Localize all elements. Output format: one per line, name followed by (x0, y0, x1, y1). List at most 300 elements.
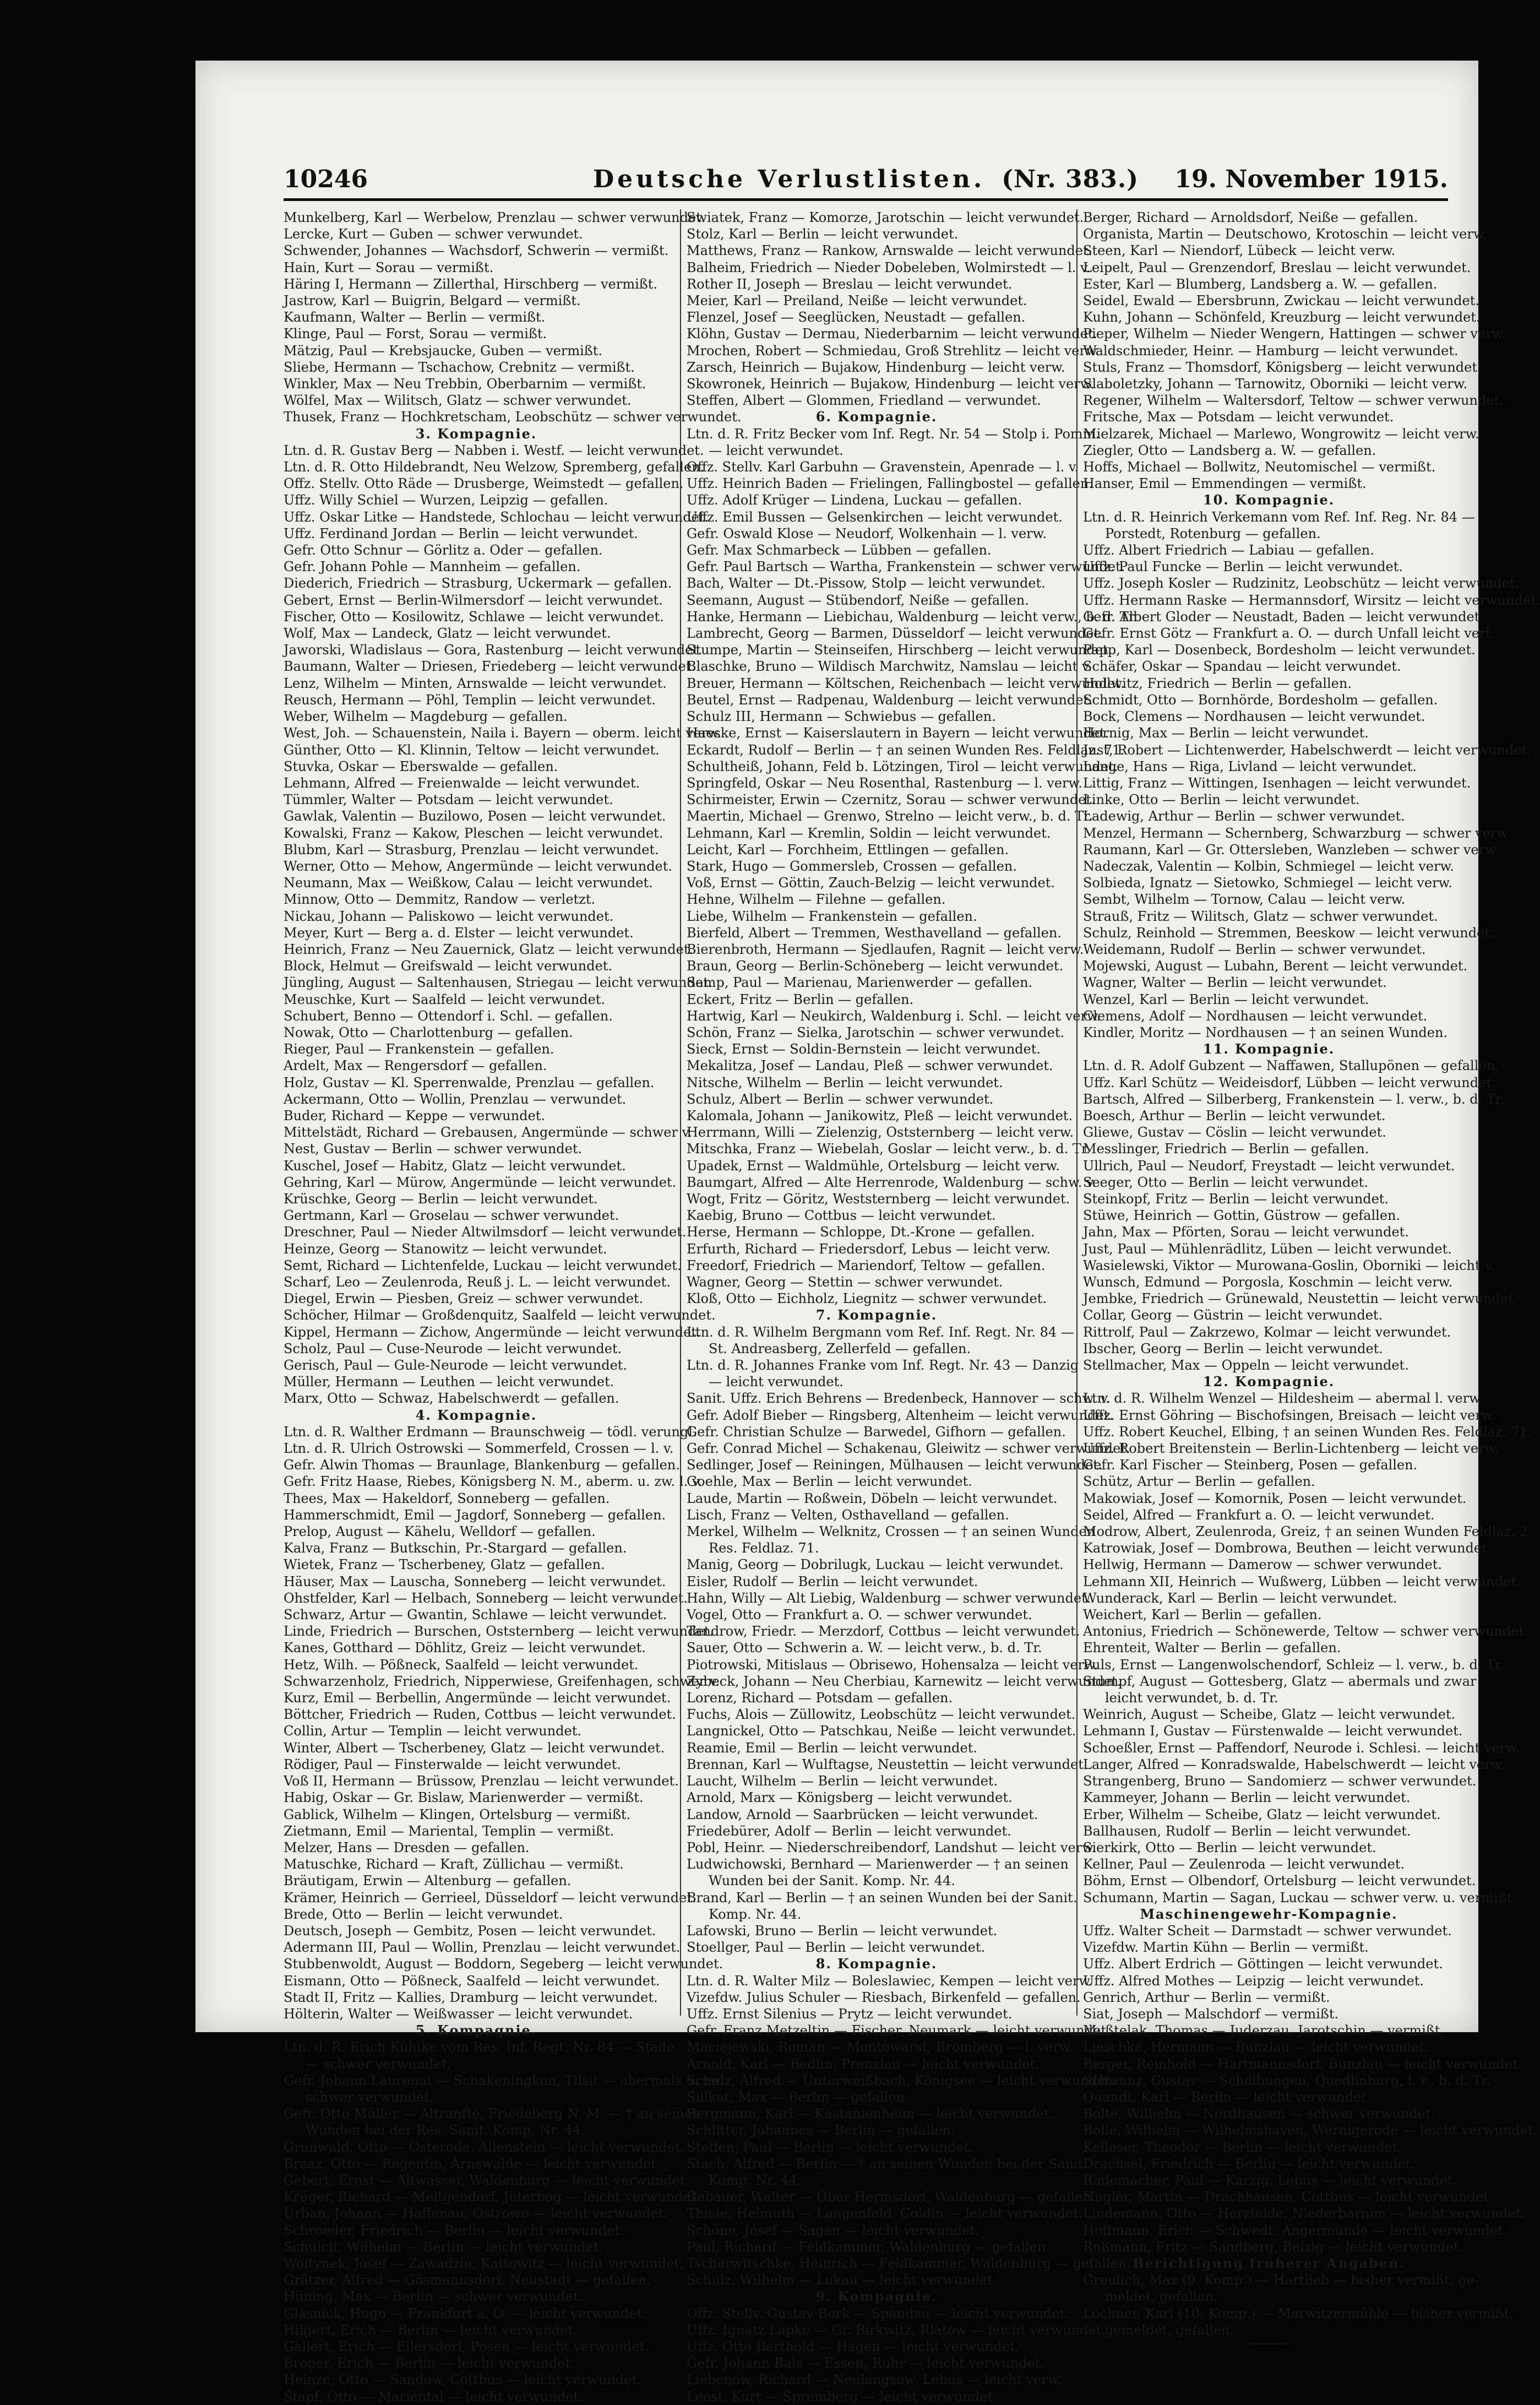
casualty-entry: Goehle, Max — Berlin — leicht verwundet. (687, 1474, 972, 1490)
casualty-entry: Schulz, Wilhelm — Lukau — leicht verwundet. (687, 2272, 997, 2288)
casualty-entry: Uffz. Hermann Raske — Hermannsdorf, Wirsitz — leicht verwundet. (1083, 592, 1540, 608)
casualty-entry: Samp, Paul — Marienau, Marienwerder — gefallen. (687, 975, 1033, 991)
casualty-entry: Sillkat, Max — Berlin — gefallen. (687, 2089, 909, 2105)
casualty-entry: Langnickel, Otto — Patschkau, Neiße — leicht verwundet. (687, 1723, 1076, 1739)
casualty-entry: Rödiger, Paul — Finsterwalde — leicht verwundet. (284, 1756, 622, 1772)
casualty-entry: Holz, Gustav — Kl. Sperrenwalde, Prenzlau — gefallen. (284, 1074, 655, 1090)
casualty-entry: Gehring, Karl — Mürow, Angermünde — leicht verwundet. (284, 1174, 677, 1190)
casualty-entry: Hanser, Emil — Emmendingen — vermißt. (1083, 476, 1367, 492)
casualty-entry: Fischer, Otto — Kosilowitz, Schlawe — leicht verwundet. (284, 609, 664, 625)
casualty-entry: Blaschke, Bruno — Wildisch Marchwitz, Namslau — leicht v. (687, 659, 1092, 675)
casualty-entry: Ltn. d. R. Wilhelm Wenzel — Hildesheim — abermal l. verw. (1083, 1391, 1483, 1407)
casualty-entry: Schütz, Artur — Berlin — gefallen. (1083, 1474, 1315, 1490)
casualty-entry: — leicht verwundet. (709, 442, 844, 458)
casualty-entry: Ltn. d. R. Gustav Berg — Nabben i. Westf. — leicht verwundet. (284, 442, 704, 458)
casualty-entry: Arnold, Marx — Königsberg — leicht verwundet. (687, 1790, 1013, 1806)
casualty-entry: Glasnick, Hugo — Frankfurt a. O. — leicht verwundet. (284, 2305, 646, 2321)
casualty-entry: Ladewig, Arthur — Berlin — schwer verwundet. (1083, 808, 1405, 824)
casualty-entry: Kurz, Emil — Berbellin, Angermünde — leicht verwundet. (284, 1690, 671, 1706)
casualty-entry: Springfeld, Oskar — Neu Rosenthal, Rastenburg — l. verw. (687, 775, 1082, 791)
casualty-entry: Flenzel, Josef — Seeglücken, Neustadt — gefallen. (687, 310, 1026, 325)
casualty-entry: Ardelt, Max — Rengersdorf — gefallen. (284, 1058, 547, 1074)
end-rule (1248, 2343, 1287, 2344)
casualty-entry: Fuchs, Alois — Züllowitz, Leobschütz — leicht verwundet. (687, 1707, 1076, 1723)
casualty-entry: Offz. Stellv. Otto Räde — Drusberge, Weimstedt — gefallen. (284, 476, 684, 492)
casualty-entry: Kuhn, Johann — Schönfeld, Kreuzburg — leicht verwundet. (1083, 310, 1481, 325)
casualty-entry: Stubbenwoldt, August — Boddorn, Segeberg — leicht verwundet. (284, 1956, 723, 1972)
casualty-entry: Stuls, Franz — Thomsdorf, Königsberg — leicht verwundet. (1083, 359, 1482, 375)
casualty-entry: Just, Paul — Mühlenrädlitz, Lüben — leicht verwundet. (1083, 1241, 1452, 1257)
casualty-entry: Eisler, Rudolf — Berlin — leicht verwundet. (687, 1573, 978, 1589)
section-heading: 10. Kompagnie. (1202, 492, 1335, 508)
casualty-entry: Uffz. Albert Erdrich — Göttingen — leicht verwundet. (1083, 1956, 1443, 1972)
casualty-entry: Haeske, Ernst — Kaiserslautern in Bayern — leicht verwundet. (687, 725, 1109, 741)
casualty-entry: Ballhausen, Rudolf — Berlin — leicht verwundet. (1083, 1823, 1411, 1839)
casualty-entry: Ltn. d. R. Johannes Franke vom Inf. Regt. Nr. 43 — Danzig (687, 1358, 1079, 1373)
casualty-entry: Ibscher, Georg — Berlin — leicht verwundet. (1083, 1340, 1383, 1356)
casualty-entry: Heinrich, Franz — Neu Zauernick, Glatz — leicht verwundet. (284, 941, 694, 957)
casualty-entry: Gebauer, Walter — Ober Hermsdorf, Waldenburg — gefallen. (687, 2189, 1096, 2205)
casualty-entry: Hugler, Martin — Drachhausen, Cottbus — leicht verwundet. (1083, 2189, 1493, 2205)
section-heading: 7. Kompagnie. (815, 1307, 938, 1323)
casualty-entry: Lehmann XII, Heinrich — Wußwerg, Lübben — leicht verwundet. (1083, 1573, 1521, 1589)
casualty-entry: Brede, Otto — Berlin — leicht verwundet. (284, 1906, 563, 1922)
casualty-entry: Strangenberg, Bruno — Sandomierz — schwer verwundet. (1083, 1773, 1477, 1789)
casualty-entry: Piotrowski, Mitislaus — Obrisewo, Hohensalza — leicht verw. (687, 1657, 1098, 1673)
casualty-entry: Bergmann, Karl — Kastanienheim — leicht verwundet. (687, 2106, 1054, 2122)
casualty-entry: Uffz. Ferdinand Jordan — Berlin — leicht verwundet. (284, 525, 639, 541)
casualty-entry: Schöne, Josef — Sagan — leicht verwundet. (687, 2222, 979, 2238)
casualty-entry: Stoellger, Paul — Berlin — leicht verwundet. (687, 1940, 986, 1956)
casualty-entry: Langer, Alfred — Konradswalde, Habelschwerdt — leicht verw. (1083, 1756, 1505, 1772)
casualty-entry: Laude, Martin — Roßwein, Döbeln — leicht verwundet. (687, 1490, 1058, 1506)
casualty-entry: Gefr. Ernst Götz — Frankfurt a. O. — durch Unfall leicht verl. (1083, 626, 1494, 642)
casualty-entry: — leicht verwundet. (709, 1374, 844, 1390)
casualty-entry: Kelleser, Theodor — Berlin — leicht verwundet. (1083, 2139, 1402, 2155)
casualty-entry: West, Joh. — Schauenstein, Naila i. Bayern — oberm. leicht verw. (284, 725, 722, 741)
casualty-entry: Roßmann, Fritz — Sandberg, Belzig — leicht verwundet. (1083, 2239, 1463, 2255)
casualty-entry: Winkler, Max — Neu Trebbin, Oberbarnim — vermißt. (284, 376, 646, 392)
casualty-entry: Schroeder, Friedrich — Berlin — leicht verwundet. (284, 2222, 624, 2238)
column-3 (1076, 209, 1540, 2338)
casualty-entry: Stüwe, Heinrich — Gottin, Güstrow — gefallen. (1083, 1208, 1401, 1224)
casualty-entry: Wunden bei der Sanit. Komp. Nr. 44. (709, 1873, 955, 1889)
casualty-entry: Herse, Hermann — Schloppe, Dt.-Krone — gefallen. (687, 1224, 1035, 1240)
casualty-entry: Brennan, Karl — Wulftagse, Neustettin — leicht verwundet. (687, 1756, 1088, 1772)
casualty-entry: Baumgart, Alfred — Alte Herrenrode, Waldenburg — schw. v. (687, 1174, 1097, 1190)
casualty-entry: Wölfel, Max — Wilitsch, Glatz — schwer verwundet. (284, 393, 632, 409)
casualty-entry: Collin, Artur — Templin — leicht verwundet. (284, 1723, 581, 1739)
casualty-entry: Zybeck, Johann — Neu Cherbiau, Karnewitz — leicht verwundet. (687, 1673, 1122, 1689)
casualty-entry: — schwer verwundet. (306, 2056, 451, 2072)
casualty-entry: Ltn. d. R. Erich Kühlke vom Res. Inf. Regt. Nr. 84 — Stade (284, 2039, 674, 2055)
casualty-entry: Jüngling, August — Saltenhausen, Striegau — leicht verwundet. (284, 975, 713, 991)
casualty-entry: Wunderack, Karl — Berlin — leicht verwundet. (1083, 1590, 1397, 1606)
casualty-entry: Adermann III, Paul — Wollin, Prenzlau — leicht verwundet. (284, 1940, 681, 1956)
casualty-entry: Gefr. Conrad Michel — Schakenau, Gleiwitz — schwer verwundet. (687, 1441, 1130, 1457)
casualty-entry: Weidemann, Rudolf — Berlin — schwer verwundet. (1083, 941, 1426, 957)
casualty-entry: Uffz. Ignatz Lapke — Gr. Birkwitz, Rlatow — leicht verwundet. (687, 2322, 1106, 2338)
casualty-entry: Nest, Gustav — Berlin — schwer verwundet. (284, 1141, 583, 1157)
casualty-entry: Ludwichowski, Bernhard — Marienwerder — † an seinen (687, 1856, 1069, 1872)
casualty-entry: Stolz, Karl — Berlin — leicht verwundet. (687, 226, 959, 242)
casualty-entry: Matthews, Franz — Rankow, Arnswalde — leicht verwundet. (687, 243, 1093, 259)
casualty-entry: Voß II, Hermann — Brüssow, Prenzlau — leicht verwundet. (284, 1773, 679, 1789)
casualty-entry: Mrochen, Robert — Schmiedau, Groß Strehlitz — leicht verw. (687, 343, 1100, 359)
casualty-entry: Herrmann, Willi — Zielenzig, Oststernberg — leicht verw. (687, 1125, 1074, 1141)
casualty-entry: Neumann, Max — Weißkow, Calau — leicht verwundet. (284, 875, 653, 891)
casualty-entry: Gefr. Johann Bals — Essen, Ruhr — leicht verwundet. (687, 2355, 1044, 2371)
casualty-entry: Schumann, Martin — Sagan, Luckau — schwer verw. u. vermißt. (1083, 1890, 1516, 1905)
casualty-entry: Steen, Karl — Niendorf, Lübeck — leicht verw. (1083, 243, 1396, 259)
casualty-entry: Balheim, Friedrich — Nieder Dobeleben, Wolmirstedt — l. v. (687, 259, 1091, 275)
casualty-entry: Kaufmann, Walter — Berlin — vermißt. (284, 310, 546, 325)
casualty-entry: Gerisch, Paul — Gule-Neurode — leicht verwundet. (284, 1358, 628, 1373)
casualty-entry: Arnold, Karl — Bedlin, Prenzlau — leicht verwundet. (687, 2056, 1040, 2072)
casualty-entry: Schulz III, Hermann — Schwiebus — gefallen. (687, 709, 996, 725)
casualty-entry: Kalva, Franz — Butkschin, Pr.-Stargard — gefallen. (284, 1540, 627, 1556)
casualty-entry: Leicht, Karl — Forchheim, Ettlingen — gefallen. (687, 842, 1009, 857)
casualty-entry: Lieschke, Hermann — Bunzlau — leicht verwundet. (1083, 2039, 1429, 2055)
casualty-entry: Makowiak, Josef — Komornik, Posen — leicht verwundet. (1083, 1490, 1467, 1506)
casualty-entry: Ltn. d. R. Wilhelm Bergmann vom Ref. Inf. Regt. Nr. 84 — (687, 1324, 1074, 1340)
casualty-entry: Mitschka, Franz — Wiebelah, Goslar — leicht verw., b. d. Tr. (687, 1141, 1091, 1157)
casualty-entry: Hellwig, Hermann — Damerow — schwer verwundet. (1083, 1557, 1442, 1573)
casualty-entry: Boesch, Arthur — Berlin — leicht verwundet. (1083, 1108, 1386, 1123)
casualty-entry: Strauß, Fritz — Wilitsch, Glatz — schwer verwundet. (1083, 908, 1438, 924)
casualty-entry: Kaebig, Bruno — Cottbus — leicht verwundet. (687, 1208, 996, 1224)
casualty-entry: Ltn. d. R. Walter Milz — Boleslawiec, Kempen — leicht verw. (687, 1973, 1093, 1989)
casualty-entry: Organista, Martin — Deutschowo, Krotoschin — leicht verw. (1083, 226, 1488, 242)
casualty-entry: Baumann, Walter — Driesen, Friedeberg — leicht verwundet. (284, 659, 696, 675)
casualty-entry: Linke, Otto — Berlin — leicht verwundet. (1083, 792, 1360, 808)
casualty-entry: Gefr. Albert Gloder — Neustadt, Baden — leicht verwundet. (1083, 609, 1484, 625)
section-heading: 4. Kompagnie. (415, 1407, 537, 1423)
casualty-entry: Ltn. d. R. Walther Erdmann — Braunschweig — tödl. verungl. (284, 1424, 697, 1440)
casualty-entry: Hartwig, Karl — Neukirch, Waldenburg i. Schl. — leicht verw. (687, 1008, 1101, 1024)
casualty-entry: Uffz. Willy Schiel — Wurzen, Leipzig — gefallen. (284, 492, 608, 508)
casualty-entry: Stadt II, Fritz — Kallies, Dramburg — leicht verwundet. (284, 1989, 658, 2005)
casualty-entry: Rademacher, Paul — Karzig, Lebus — leicht verwundet. (1083, 2172, 1457, 2188)
casualty-entry: Blubm, Karl — Strasburg, Prenzlau — leicht verwundet. (284, 842, 659, 857)
casualty-entry: Gefr. Johann Laurenat — Schakeningken, Tilsit — abermals u. zw. (284, 2072, 724, 2088)
casualty-entry: Kuschel, Josef — Habitz, Glatz — leicht verwundet. (284, 1158, 626, 1174)
page-number: 10246 (284, 165, 368, 193)
casualty-entry: Heinze, Georg — Stanowitz — leicht verwundet. (284, 1241, 607, 1257)
casualty-entry: Thees, Max — Hakeldorf, Sonneberg — gefallen. (284, 1490, 610, 1506)
issue-number: (Nr. 383.) (1002, 165, 1139, 193)
casualty-entry: Merkel, Wilhelm — Welknitz, Crossen — † an seinen Wunden (687, 1524, 1096, 1540)
casualty-entry: Uffz. Adolf Krüger — Lindena, Luckau — gefallen. (687, 492, 1022, 508)
column-1 (284, 209, 742, 2404)
casualty-entry: Wolf, Max — Landeck, Glatz — leicht verwundet. (284, 626, 611, 642)
casualty-entry: Sedlinger, Josef — Reiningen, Mülhausen — leicht verwundet. (687, 1457, 1103, 1473)
casualty-entry: Lehmann, Karl — Kremlin, Soldin — leicht verwundet. (687, 825, 1051, 841)
casualty-entry: Hilgert, Erich — Berlin — leicht verwundet. (284, 2322, 578, 2338)
casualty-entry: Weinrich, August — Scheibe, Glatz — leicht verwundet. (1083, 1707, 1456, 1723)
casualty-entry: Hammerschmidt, Emil — Jagdorf, Sonneberg — gefallen. (284, 1507, 666, 1523)
casualty-entry: Siat, Joseph — Malschdorf — vermißt. (1083, 2006, 1339, 2022)
casualty-entry: Schirmeister, Erwin — Czernitz, Sorau — schwer verwundet. (687, 792, 1096, 808)
casualty-entry: Marx, Otto — Schwaz, Habelschwerdt — gefallen. (284, 1391, 619, 1407)
casualty-entry: Voß, Ernst — Göttin, Zauch-Belzig — leicht verwundet. (687, 875, 1055, 891)
casualty-entry: Eismann, Otto — Pößneck, Saalfeld — leicht verwundet. (284, 1973, 660, 1989)
casualty-entry: Lochner, Karl (10. Komp.) — Marwitzermühle — bisher vermißt, (1083, 2305, 1514, 2321)
casualty-entry: Kalomala, Johann — Janikowitz, Pleß — leicht verwundet. (687, 1108, 1073, 1123)
section-heading: Berichtigung früherer Angaben. (1133, 2255, 1405, 2271)
casualty-entry: Schubert, Benno — Ottendorf i. Schl. — gefallen. (284, 1008, 613, 1024)
casualty-entry: Lehmann I, Gustav — Fürstenwalde — leicht verwundet. (1083, 1723, 1463, 1739)
casualty-entry: Stuvka, Oskar — Eberswalde — gefallen. (284, 758, 558, 774)
page-header (284, 165, 1448, 201)
casualty-entry: Tümmler, Walter — Potsdam — leicht verwundet. (284, 792, 613, 808)
casualty-entry: Steinkopf, Fritz — Berlin — leicht verwundet. (1083, 1191, 1389, 1207)
casualty-entry: Clemens, Adolf — Nordhausen — leicht verwundet. (1083, 1008, 1428, 1024)
casualty-entry: Res. Feldlaz. 71. (709, 1540, 819, 1556)
casualty-entry: Maertin, Michael — Grenwo, Strelno — leicht verw., b. d. Tr. (687, 808, 1093, 824)
casualty-entry: Broner, Erich — Berlin — leicht verwundet. (284, 2355, 575, 2371)
casualty-entry: Prelop, August — Kähelu, Welldorf — gefallen. (284, 1524, 596, 1540)
casualty-entry: Littig, Franz — Wittingen, Isenhagen — leicht verwundet. (1083, 775, 1471, 791)
casualty-entry: Gefr. Karl Fischer — Steinberg, Posen — gefallen. (1083, 1457, 1418, 1473)
casualty-entry: Gefr. Adolf Bieber — Ringsberg, Altenheim — leicht verwundet. (687, 1407, 1113, 1423)
casualty-entry: Kloß, Otto — Eichholz, Liegnitz — schwer verwundet. (687, 1291, 1047, 1307)
casualty-entry: Bolle, Wilhelm — Wilhelmshaven, Wernigerode — leicht verwundet. (1083, 2122, 1538, 2138)
casualty-entry: Erfurth, Richard — Friedersdorf, Lebus — leicht verw. (687, 1241, 1051, 1257)
casualty-entry: Beutel, Ernst — Radpenau, Waldenburg — leicht verwundet. (687, 692, 1093, 708)
casualty-entry: Berger, Reinhold — Hartmannsdorf, Bunzlau — leicht verwundet. (1083, 2056, 1522, 2072)
casualty-entry: Menzel, Hermann — Schernberg, Schwarzburg — schwer verw. (1083, 825, 1511, 841)
casualty-entry: Hoffmann, Erich — Schwedt, Angermünde — leicht verwundet. (1083, 2222, 1508, 2238)
casualty-entry: Sliebe, Hermann — Tschachow, Crebnitz — vermißt. (284, 359, 635, 375)
casualty-entry: Friedebürer, Adolf — Berlin — leicht verwundet. (687, 1823, 1011, 1839)
casualty-entry: Block, Helmut — Greifswald — leicht verwundet. (284, 958, 613, 974)
casualty-entry: Pobl, Heinr. — Niederschreibendorf, Landshut — leicht verw. (687, 1839, 1096, 1855)
casualty-entry: Uffz. Emil Bussen — Gelsenkirchen — leicht verwundet. (687, 509, 1063, 525)
casualty-entry: Sauer, Otto — Schwerin a. W. — leicht verw., b. d. Tr. (687, 1640, 1042, 1656)
casualty-entry: Schulcit, Wilhelm — Berlin — leicht verwundet. (284, 2239, 603, 2255)
casualty-entry: Hain, Kurt — Sorau — vermißt. (284, 259, 494, 275)
casualty-entry: Manig, Georg — Dobrilugk, Luckau — leicht verwundet. (687, 1557, 1064, 1573)
casualty-entry: meldet, gefallen. (1105, 2289, 1218, 2305)
casualty-entry: Minnow, Otto — Demmitz, Randow — verletzt. (284, 892, 596, 908)
casualty-entry: Werner, Otto — Mehow, Angermünde — leicht verwundet. (284, 858, 673, 874)
casualty-entry: Hetz, Wilh. — Pößneck, Saalfeld — leicht verwundet. (284, 1657, 639, 1673)
casualty-entry: Maciejewski, Roman — Montowarst, Bromberg — l. verw. (687, 2039, 1074, 2055)
casualty-entry: Kammeyer, Johann — Berlin — leicht verwundet. (1083, 1790, 1411, 1806)
casualty-entry: Häuser, Max — Lauscha, Sonneberg — leicht verwundet. (284, 1573, 666, 1589)
casualty-entry: Gablick, Wilhelm — Klingen, Ortelsburg — vermißt. (284, 1806, 631, 1822)
casualty-entry: Mojewski, August — Lubahn, Berent — leicht verwundet. (1083, 958, 1468, 974)
casualty-entry: Schäfer, Oskar — Spandau — leicht verwundet. (1083, 659, 1401, 675)
casualty-entry: Jastrow, Karl — Buigrin, Belgard — vermißt. (284, 293, 581, 309)
section-heading: 5. Kompagnie. (415, 2022, 537, 2039)
casualty-entry: Schulz, Albert — Berlin — schwer verwundet. (687, 1091, 994, 1107)
casualty-entry: Wunsch, Edmund — Porgosla, Koschmin — leicht verw. (1083, 1274, 1453, 1290)
casualty-entry: Woitynek, Josef — Zawadzie, Kattowitz — leicht verwundet. (284, 2255, 684, 2271)
casualty-entry: Gefr. Max Schmarbeck — Lübben — gefallen. (687, 542, 992, 558)
casualty-entry: Kowalski, Franz — Kakow, Pleschen — leicht verwundet. (284, 825, 663, 841)
casualty-entry: Bartsch, Alfred — Silberberg, Frankenstein — l. verw., b. d. Tr. (1083, 1091, 1505, 1107)
casualty-entry: Komp. Nr. 44. (709, 2172, 802, 2188)
casualty-entry: Bierenbroth, Hermann — Sjedlaufen, Ragnit — leicht verw. (687, 941, 1084, 957)
casualty-entry: Ltn. d. R. Heinrich Verkemann vom Ref. Inf. Reg. Nr. 84 — (1083, 509, 1475, 525)
casualty-entry: Laucht, Wilhelm — Berlin — leicht verwundet. (687, 1773, 998, 1789)
casualty-entry: Jaworski, Wladislaus — Gora, Rastenburg — leicht verwundet. (284, 642, 703, 658)
casualty-entry: Rother II, Joseph — Breslau — leicht verwundet. (687, 276, 1013, 292)
casualty-entry: Gefr. Johann Pohle — Mannheim — gefallen. (284, 559, 581, 575)
casualty-entry: Wagner, Georg — Stettin — schwer verwundet. (687, 1274, 1003, 1290)
casualty-entry: Lange, Hans — Riga, Livland — leicht verwundet. (1083, 758, 1417, 774)
casualty-entry: Hornig, Max — Berlin — leicht verwundet. (1083, 725, 1369, 741)
casualty-entry: Mielzarek, Michael — Marlewo, Wongrowitz — leicht verw. (1083, 426, 1479, 442)
casualty-entry: Nitsche, Wilhelm — Berlin — leicht verwundet. (687, 1074, 1003, 1090)
casualty-entry: Seidel, Ewald — Ebersbrunn, Zwickau — leicht verwundet. (1083, 293, 1479, 309)
casualty-entry: Thusek, Franz — Hochkretscham, Leobschütz — schwer verwundet. (284, 409, 742, 425)
casualty-entry: Grätzer, Alfred — Gösmannsdorf, Neustadt — gefallen. (284, 2272, 651, 2288)
casualty-entry: Schmidt, Otto — Bornhörde, Bordesholm — gefallen. (1083, 692, 1438, 708)
title-text: Deutsche Verlustlisten. (592, 165, 986, 193)
casualty-entry: Sanit. Uffz. Erich Behrens — Bredenbeck, Hannover — schw. v. (687, 1391, 1111, 1407)
casualty-entry: Breuer, Hermann — Költschen, Reichenbach — leicht verwundet. (687, 675, 1125, 691)
casualty-entry: Vogel, Otto — Frankfurt a. O. — schwer verwundet. (687, 1607, 1032, 1623)
casualty-entry: Ltn. d. R. Otto Hildebrandt, Neu Welzow, Spremberg, gefallen. (284, 459, 705, 475)
casualty-entry: Just, Robert — Lichtenwerder, Habelschwerdt — leicht verwundet. (1083, 742, 1531, 758)
casualty-entry: Lisch, Franz — Velten, Osthavelland — gefallen. (687, 1507, 1009, 1523)
casualty-entry: Hoffs, Michael — Bollwitz, Neutomischel — vermißt. (1083, 459, 1436, 475)
casualty-entry: Uffz. Alfred Mothes — Leipzig — leicht verwundet. (1083, 1973, 1424, 1989)
casualty-entry: Vizefdw. Martin Kühn — Berlin — vermißt. (1083, 1940, 1369, 1956)
casualty-entry: Gertmann, Karl — Groselau — schwer verwundet. (284, 1208, 619, 1224)
casualty-entry: Mätzig, Paul — Krebsjaucke, Guben — vermißt. (284, 343, 603, 359)
casualty-entry: Uffz. Walter Scheit — Darmstadt — schwer verwundet. (1083, 1923, 1452, 1939)
casualty-entry: Günther, Otto — Kl. Klinnin, Teltow — leicht verwundet. (284, 742, 660, 758)
casualty-entry: Eckardt, Rudolf — Berlin — † an seinen Wunden Res. Feldlaz. 71. (687, 742, 1125, 758)
casualty-entry: Offz. Stellv. Gustav Bork — Spandau — leicht verwundet. (687, 2305, 1069, 2321)
casualty-entry: Semt, Richard — Lichtenfelde, Luckau — leicht verwundet. (284, 1257, 682, 1273)
casualty-entry: Steffen, Paul — Berlin — leicht verwundet. (687, 2139, 973, 2155)
casualty-entry: Komp. Nr. 44. (709, 1906, 802, 1922)
casualty-entry: Braaz, Otto — Regentin, Arnswalde — leicht verwundet. (284, 2156, 661, 2171)
casualty-entry: Weichert, Karl — Berlin — gefallen. (1083, 1607, 1322, 1623)
casualty-entry: Messlinger, Friedrich — Berlin — gefallen. (1083, 1141, 1369, 1157)
casualty-entry: Uffz. Ernst Silenius — Prytz — leicht verwundet. (687, 2006, 1013, 2022)
casualty-entry: gemeldet, gefallen. (1105, 2322, 1234, 2338)
casualty-entry: Wietek, Franz — Tscherbeney, Glatz — gefallen. (284, 1557, 605, 1573)
casualty-entry: Mittelstädt, Richard — Grebausen, Angermünde — schwer v. (284, 1125, 692, 1141)
casualty-entry: Nadeczak, Valentin — Kolbin, Schmiegel — leicht verw. (1083, 858, 1454, 874)
casualty-entry: Dreschner, Paul — Nieder Altwilmsdorf — leicht verwundet. (284, 1224, 687, 1240)
casualty-entry: Ehrenteit, Walter — Berlin — gefallen. (1083, 1640, 1341, 1656)
casualty-entry: Raumann, Karl — Gr. Ottersleben, Wanzleben — schwer verw. (1083, 842, 1499, 857)
casualty-entry: Sembt, Wilhelm — Tornow, Calau — leicht verw. (1083, 892, 1406, 908)
casualty-entry: Gefr. Christian Schulze — Barwedel, Gifhorn — gefallen. (687, 1424, 1066, 1440)
casualty-entry: Berger, Richard — Arnoldsdorf, Neiße — gefallen. (1083, 210, 1418, 225)
casualty-entry: Deutsch, Joseph — Gembitz, Posen — leicht verwundet. (284, 1923, 656, 1939)
casualty-entry: Klinge, Paul — Forst, Sorau — vermißt. (284, 326, 547, 342)
casualty-entry: Meuschke, Kurt — Saalfeld — leicht verwundet. (284, 991, 606, 1007)
casualty-entry: Gefr. Alwin Thomas — Braunlage, Blankenburg — gefallen. (284, 1457, 680, 1473)
casualty-entry: Bolte, Wilhelm — Nordhausen — schwer verwundet. (1083, 2106, 1435, 2122)
casualty-entry: Papp, Karl — Dosenbeck, Bordesholm — leicht verwundet. (1083, 642, 1476, 658)
casualty-entry: Uffz. Heinrich Baden — Frielingen, Fallingbostel — gefallen. (687, 476, 1093, 492)
casualty-entry: Pieper, Wilhelm — Nieder Wengern, Hattingen — schwer verw. (1083, 326, 1506, 342)
casualty-entry: Bräutigam, Erwin — Altenburg — gefallen. (284, 1873, 572, 1889)
casualty-entry: Scholz, Paul — Cuse-Neurode — leicht verwundet. (284, 1340, 622, 1356)
casualty-entry: Fritsche, Max — Potsdam — leicht verwundet. (1083, 409, 1394, 425)
casualty-entry: Thiele, Helmuth — Langenfeld, Coldin — leicht verwundet. (687, 2206, 1083, 2222)
casualty-entry: Gebert, Ernst — Altwasser, Waldenburg — leicht verwundet. (284, 2172, 690, 2188)
casualty-entry: Lenz, Wilhelm — Minten, Arnswalde — leicht verwundet. (284, 675, 667, 691)
section-heading: 11. Kompagnie. (1202, 1041, 1335, 1057)
casualty-entry: Uffz. Otto Barthold — Hagen — leicht verwundet. (687, 2339, 1020, 2354)
casualty-entry: Häring I, Hermann — Zillerthal, Hirschberg — vermißt. (284, 276, 658, 292)
casualty-entry: Klöhn, Gustav — Dermau, Niederbarnim — leicht verwundet. (687, 326, 1098, 342)
casualty-entry: Swiatek, Franz — Komorze, Jarotschin — leicht verwundet. (687, 210, 1084, 225)
casualty-entry: Schwanz, Gustav — Scheibungen, Quedlinburg, l. v., b. d. Tr. (1083, 2072, 1490, 2088)
casualty-entry: Buder, Richard — Keppe — verwundet. (284, 1108, 546, 1123)
casualty-entry: Böhm, Ernst — Olbendorf, Ortelsburg — leicht verwundet. (1083, 1873, 1476, 1889)
casualty-entry: Kippel, Hermann — Zichow, Angermünde — leicht verwundet. (284, 1324, 701, 1340)
casualty-entry: Schulz, Alfred — Unterweißbach, Königsee — leicht verwundet. (687, 2072, 1115, 2088)
casualty-entry: Müller, Hermann — Leuthen — leicht verwundet. (284, 1374, 614, 1390)
casualty-entry: Jahn, Max — Pförten, Sorau — leicht verwundet. (1083, 1224, 1409, 1240)
casualty-entry: Krüschke, Georg — Berlin — leicht verwundet. (284, 1191, 598, 1207)
casualty-entry: Gefr. Otto Müller — Altranfte, Friedeberg N. M. — † an seinen (284, 2106, 701, 2122)
casualty-entry: Sierkirk, Otto — Berlin — leicht verwundet. (1083, 1839, 1376, 1855)
casualty-entry: Lehmann, Alfred — Freienwalde — leicht verwundet. (284, 775, 640, 791)
casualty-entry: Schulz, Reinhold — Stremmen, Beeskow — leicht verwundet. (1083, 925, 1494, 941)
casualty-entry: Waldschmieder, Heinr. — Hamburg — leicht verwundet. (1083, 343, 1459, 359)
casualty-entry: Seeger, Otto — Berlin — leicht verwundet. (1083, 1174, 1368, 1190)
casualty-entry: Collar, Georg — Güstrin — leicht verwundet. (1083, 1307, 1383, 1323)
casualty-entry: Modrow, Albert, Zeulenroda, Greiz, † an seinen Wunden Feldlaz. 2. (1083, 1524, 1532, 1540)
casualty-entry: Gawlak, Valentin — Buzilowo, Posen — leicht verwundet. (284, 808, 666, 824)
casualty-entry: Ackermann, Otto — Wollin, Prenzlau — verwundet. (284, 1091, 627, 1107)
casualty-entry: Hahn, Willy — Alt Liebig, Waldenburg — schwer verwundet. (687, 1590, 1091, 1606)
casualty-entry: Uffz. Albert Friedrich — Labiau — gefallen. (1083, 542, 1374, 558)
casualty-entry: Paul, Richard — Feldkammer, Waldenburg — gefallen. (687, 2239, 1050, 2255)
casualty-entry: Slaboletzky, Johann — Tarnowitz, Oborniki — leicht verw. (1083, 376, 1468, 392)
casualty-entry: Stellmacher, Max — Oppeln — leicht verwundet. (1083, 1358, 1409, 1373)
casualty-entry: Schoeßler, Ernst — Paffendorf, Neurode i. Schlesi. — leicht verw. (1083, 1740, 1520, 1756)
casualty-entry: Ohstfelder, Karl — Helbach, Sonneberg — leicht verwundet. (284, 1590, 688, 1606)
casualty-entry: Uffz. Robert Keuchel, Elbing, † an seinen Wunden Res. Feldlaz. 71. (1083, 1424, 1532, 1440)
casualty-entry: Melzer, Hans — Dresden — gefallen. (284, 1839, 530, 1855)
casualty-entry: Kindler, Moritz — Nordhausen — † an seinen Wunden. (1083, 1024, 1448, 1040)
casualty-entry: Mekalitza, Josef — Landau, Pleß — schwer verwundet. (687, 1058, 1053, 1074)
casualty-entry: Scharf, Leo — Zeulenroda, Reuß j. L. — leicht verwundet. (284, 1274, 671, 1290)
section-heading: 3. Kompagnie. (415, 425, 537, 442)
casualty-entry: Gebert, Ernst — Berlin-Wilmersdorf — leicht verwundet. (284, 592, 663, 608)
casualty-entry: Porstedt, Rotenburg — gefallen. (1105, 525, 1321, 541)
newspaper-page (195, 61, 1540, 2404)
casualty-entry: Kanes, Gotthard — Döhlitz, Greiz — leicht verwundet. (284, 1640, 646, 1656)
casualty-entry: Uffz. Paul Funcke — Berlin — leicht verwundet. (1083, 559, 1403, 575)
casualty-entry: Böttcher, Friedrich — Ruden, Cottbus — leicht verwundet. (284, 1707, 676, 1723)
casualty-entry: Landow, Arnold — Saarbrücken — leicht verwundet. (687, 1806, 1038, 1822)
casualty-entry: Erber, Wilhelm — Scheibe, Glatz — leicht verwundet. (1083, 1806, 1441, 1822)
casualty-entry: Liebenow, Richard — Neulangsow, Lebus — leicht verw. (687, 2372, 1062, 2388)
casualty-entry: Ltn. d. R. Adolf Gubzent — Naffawen, Stallupönen — gefallen. (1083, 1058, 1499, 1074)
casualty-entry: Genrich, Arthur — Berlin — vermißt. (1083, 1989, 1330, 2005)
casualty-entry: schwer verwundet. (306, 2089, 434, 2105)
casualty-entry: Schön, Franz — Sielka, Jarotschin — schwer verwundet. (687, 1024, 1065, 1040)
casualty-entry: Bierfeld, Albert — Tremmen, Westhavelland — gefallen. (687, 925, 1062, 941)
casualty-entry: Ester, Karl — Blumberg, Landsberg a. W. — gefallen. (1083, 276, 1438, 292)
casualty-entry: Schultheiß, Johann, Feld b. Lötzingen, Tirol — leicht verwundet. (687, 758, 1118, 774)
casualty-entry: Heinze, Otto — Sandow, Cottbus — leicht verwundet. (284, 2372, 641, 2388)
